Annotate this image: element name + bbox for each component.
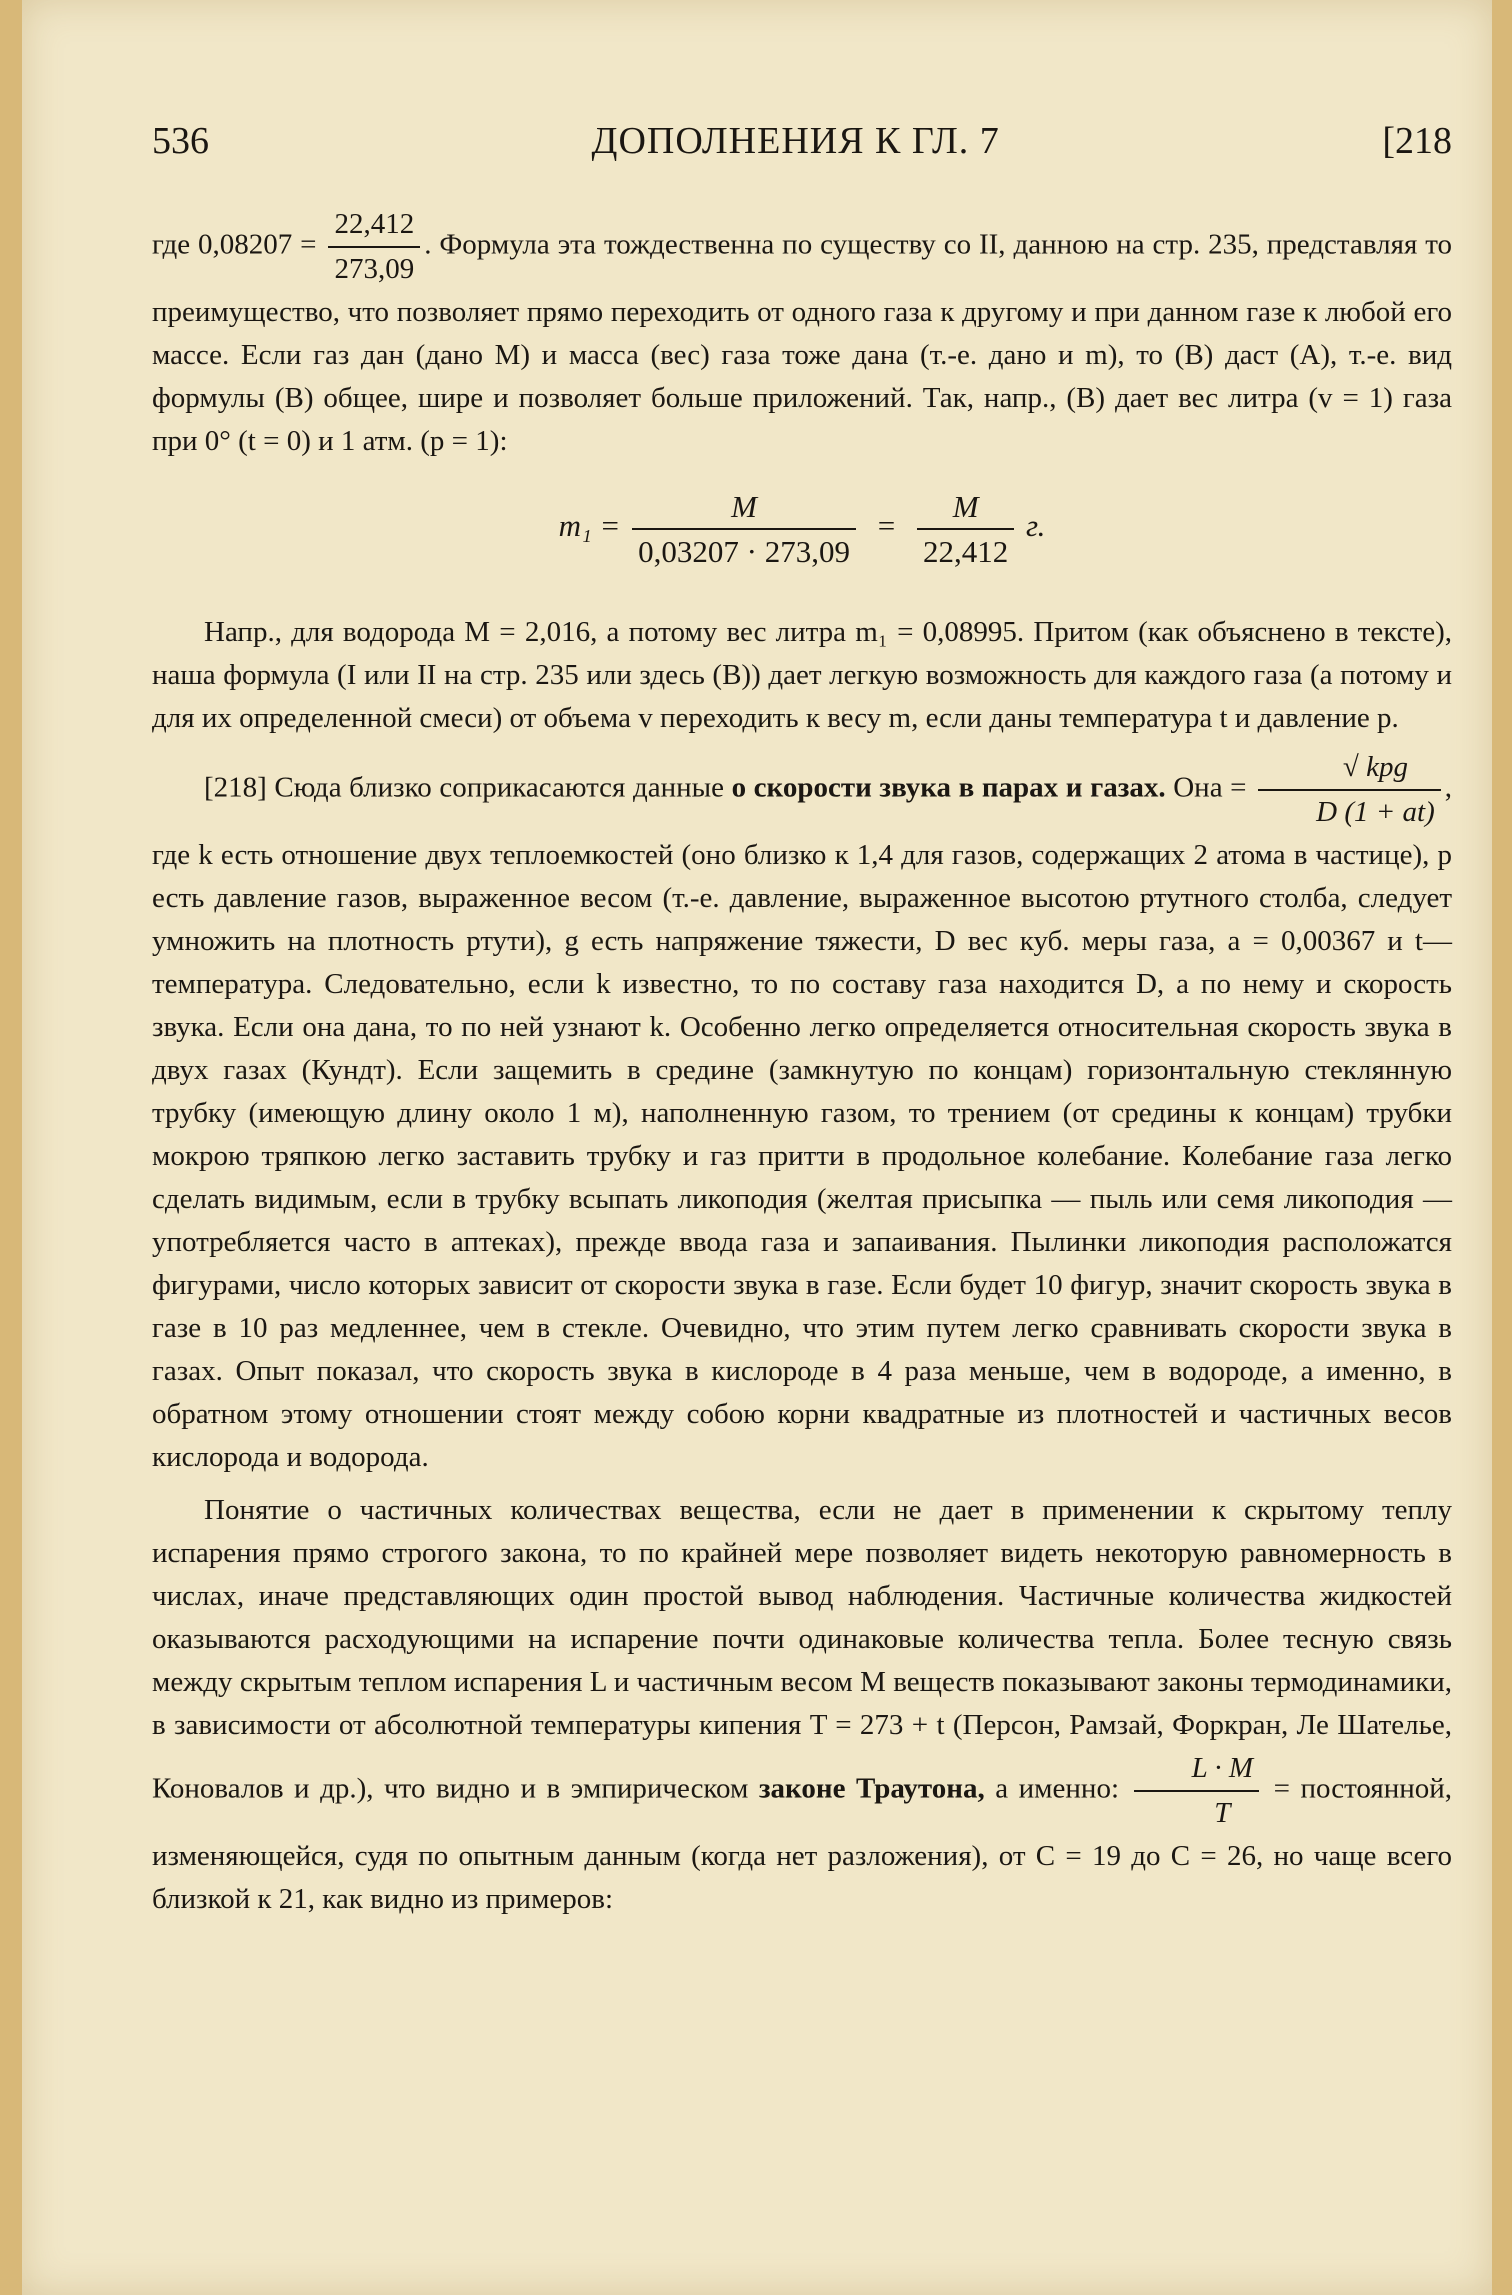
fraction-denominator: 273,09	[334, 253, 415, 285]
fraction-numerator: 22,412	[328, 203, 420, 248]
formula-numerator-2: M	[917, 485, 1014, 530]
p1-lead: где 0,08207 =	[152, 228, 317, 261]
p3-start: [218] Сюда близко соприкасаются данные	[204, 771, 732, 804]
p3-bold-heading: о скорости звука в парах и газах.	[731, 771, 1166, 804]
paragraph-trouton	[152, 1489, 1452, 1921]
p3-ona: Она =	[1165, 771, 1247, 804]
fraction-trouton	[1134, 1747, 1260, 1835]
formula-denominator-1: 0,03207 · 273,09	[638, 534, 850, 569]
fraction-numerator: L · M	[1134, 1747, 1260, 1792]
page-text	[152, 120, 1452, 1921]
formula-unit: г.	[1025, 508, 1046, 544]
p1-text: . Формула эта тождественна по существу со II, данною на стр. 235, представляя то преимущество, что позволяет прямо переходить от одного газа к другому и при данном газе к любой его массе. Если газ дан (дано M) и масса (вес) газа тоже дана (т.-е. дано и m), то (B) даст (A), т.-е. вид формулы (B) общее, шире и позволяет больше приложений. Так, напр., (B) дает вес литра (v = 1) газа при 0° (t = 0) и 1 атм. (p = 1):	[152, 228, 1452, 457]
page-number: 536	[152, 120, 209, 162]
running-header	[152, 120, 1452, 163]
p4-mid: а именно:	[984, 1772, 1120, 1805]
formula-equals: =	[877, 508, 896, 544]
fraction-22412-27309	[328, 203, 420, 291]
p3-rest: , где k есть отношение двух теплоемкостей (оно близко к 1,4 для газов, содержащих 2 атома в частице), p есть давление газов, выраженное весом (т.-е. давление, выраженное высотою ртутного столба, следует умножить на плотность ртути), g есть напряжение тяжести, D вес куб. меры газа, a = 0,00367 и t—температура. Следовательно, если k известно, то по составу газа находится D, а по нему и скорость звука. Если она дана, то по ней узнают k. Особенно легко определяется относительная скорость звука в двух газах (Кундт). Если защемить в средине (замкнутую по концам) горизонтальную стеклянную трубку (имеющую длину около 1 м), наполненную газом, то трением (от средины к концам) трубки мокрою тряпкою легко заставить трубку и газ притти в продольное колебание. Колебание газа легко сделать видимым, если в трубку всыпать ликоподия (желтая присыпка — пыль или семя ликоподия — употребляется часто в аптеках), прежде ввода газа и запаивания. Пылинки ликоподия расположатся фигурами, число которых зависит от скорости звука в газе. Если будет 10 фигур, значит скорость звука в газе в 10 раз медленнее, чем в стекле. Очевидно, что этим путем легко сравнивать скорости звука в газах. Опыт показал, что скорость звука в кислороде в 4 раза меньше, чем в водороде, а именно, в обратном этому отношении стоят между собою корни квадратные из плотностей и частичных весов кислорода и водорода.	[152, 771, 1453, 1473]
fraction-sound-speed	[1258, 746, 1441, 834]
fraction-denominator: T	[1214, 1797, 1231, 1829]
p4-end: = постоянной, изменяющейся, судя по опытным данным (когда нет разложения), от C = 19 до C = 26, но чаще всего близкой к 21, как видно из примеров:	[152, 1772, 1453, 1915]
fraction-numerator: √ kpg	[1258, 746, 1441, 791]
book-page	[22, 0, 1492, 2295]
formula-fraction-2	[917, 485, 1014, 573]
p4-start: Понятие о частичных количествах вещества, если не дает в применении к скрытому теплу испарения прямо строгого закона, то по крайней мере позволяет видеть некоторую равномерность в числах, иначе представляющих один простой вывод наблюдения. Частичные количества жидкостей оказываются расходующими на испарение почти одинаковые количества тепла. Более тесную связь между скрытым теплом испарения L и частичным весом M веществ показывают законы термодинамики, в зависимости от абсолютной температуры кипения T = 273 + t (Персон, Рамзай, Форкран, Ле Шателье, Коновалов и др.), что видно и в эмпирическом	[152, 1494, 1452, 1805]
header-title: ДОПОЛНЕНИЯ К ГЛ. 7	[591, 120, 1000, 162]
section-number: [218	[1382, 120, 1452, 162]
formula-numerator-1: M	[632, 485, 856, 530]
p4-bold-law: законе Траутона,	[758, 1772, 985, 1805]
formula-denominator-2: 22,412	[922, 534, 1009, 569]
formula-lhs: m₁ =	[558, 508, 621, 544]
paragraph-hydrogen: Напр., для водорода M = 2,016, а потому вес литра m₁ = 0,08995. Притом (как объяснено в тексте), наша формула (I или II на стр. 235 или здесь (B)) дает легкую возможность для каждого газа (а потому и для их определенной смеси) от объема v переходить к весу m, если даны температура t и давление p.	[152, 616, 1452, 734]
fraction-denominator: D (1 + at)	[1316, 796, 1435, 828]
formula-liter-weight	[152, 485, 1452, 573]
paragraph-gas-formula	[152, 203, 1452, 463]
paragraph-sound-speed	[152, 746, 1452, 1479]
formula-fraction-1	[632, 485, 856, 573]
